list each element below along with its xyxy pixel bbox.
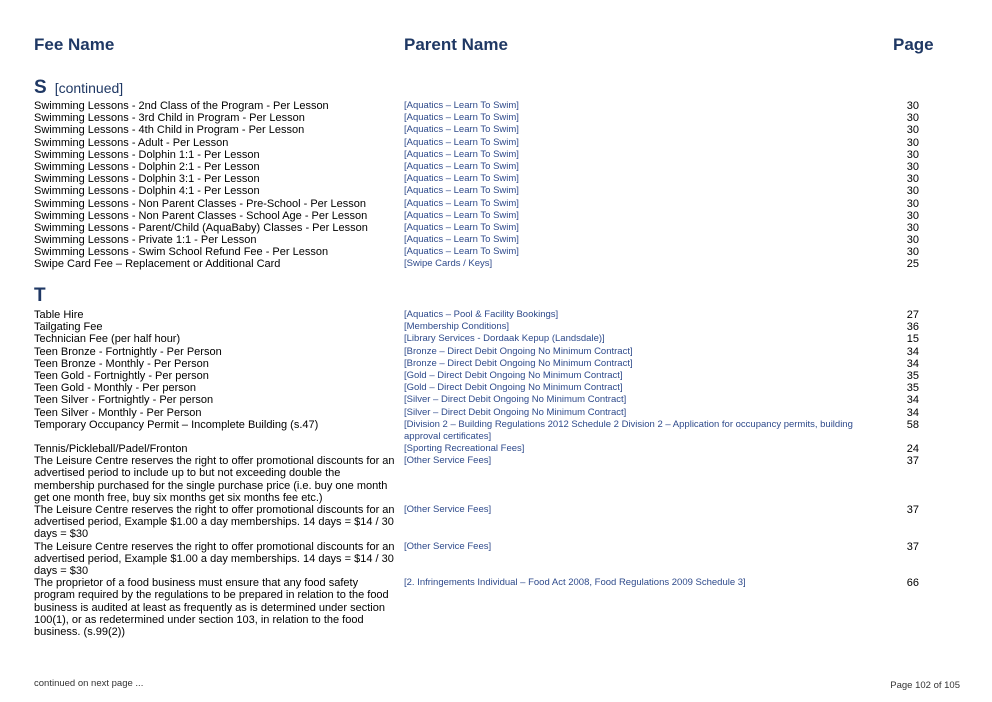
fee-cell: Swimming Lessons - Dolphin 3:1 - Per Lesson [34, 173, 260, 186]
parent-cell: [Silver – Direct Debit Ongoing No Minimum Contract] [404, 406, 627, 418]
fee-cell: The Leisure Centre reserves the right to offer promotional discounts for an advertised period to include up to but not exceeding double the membership purchased for the single purchase price (i.e. buy one month get one month free, buy six months get six months fee etc.) [34, 455, 395, 504]
page-cell: 30 [906, 209, 919, 222]
page-cell: 25 [906, 258, 919, 271]
fee-cell: Swimming Lessons - Private 1:1 - Per Lesson [34, 234, 257, 247]
fee-cell: Teen Bronze - Fortnightly - Per Person [34, 345, 222, 358]
fee-cell: Swimming Lessons - Dolphin 4:1 - Per Lesson [34, 185, 260, 198]
parent-cell: [Other Service Fees] [404, 504, 492, 516]
table-row [0, 333, 992, 345]
fee-cell: Teen Silver - Monthly - Per Person [34, 406, 202, 419]
parent-cell: [Other Service Fees] [404, 540, 492, 552]
section-s-rows [0, 100, 992, 271]
table-row [0, 382, 992, 394]
parent-cell: [Membership Conditions] [404, 321, 510, 333]
page-cell: 35 [906, 382, 919, 395]
page-cell: 30 [906, 246, 919, 259]
page-cell: 37 [906, 540, 919, 553]
section-t-rows [0, 309, 992, 639]
fee-cell: Swimming Lessons - Non Parent Classes - Pre-School - Per Lesson [34, 197, 366, 210]
parent-cell: [2. Infringements Individual – Food Act 2008, Food Regulations 2009 Schedule 3] [404, 577, 746, 589]
table-row [0, 137, 992, 149]
page-cell: 34 [906, 406, 919, 419]
section-letter: S [34, 77, 47, 98]
page-cell: 24 [906, 443, 919, 456]
parent-cell: [Aquatics – Learn To Swim] [404, 148, 519, 160]
parent-cell: [Gold – Direct Debit Ongoing No Minimum Contract] [404, 382, 623, 394]
page-cell: 30 [906, 100, 919, 112]
fee-cell: Technician Fee (per half hour) [34, 333, 181, 346]
parent-cell: [Silver – Direct Debit Ongoing No Minimum Contract] [404, 394, 627, 406]
table-row [0, 173, 992, 185]
page-cell: 27 [906, 309, 919, 321]
fee-cell: Swimming Lessons - 3rd Child in Program - Per Lesson [34, 112, 305, 125]
table-row [0, 346, 992, 358]
table-row [0, 419, 992, 443]
section-heading-t: T [34, 285, 46, 306]
parent-cell: [Aquatics – Learn To Swim] [404, 246, 519, 258]
table-row [0, 309, 992, 321]
parent-cell: [Bronze – Direct Debit Ongoing No Minimum Contract] [404, 345, 633, 357]
page-cell: 30 [906, 148, 919, 161]
table-row [0, 124, 992, 136]
table-row [0, 443, 992, 455]
fee-cell: Swipe Card Fee – Replacement or Additional Card [34, 258, 281, 271]
fee-cell: Teen Gold - Monthly - Per person [34, 382, 197, 395]
fee-cell: Swimming Lessons - Swim School Refund Fee - Per Lesson [34, 246, 329, 259]
parent-cell: [Division 2 – Building Regulations 2012 Schedule 2 Division 2 – Application for occupancy permits, building approval certificates] [404, 418, 853, 442]
section-continued: [continued] [54, 80, 124, 96]
table-row [0, 112, 992, 124]
table-row [0, 210, 992, 222]
table-row [0, 358, 992, 370]
page-cell: 35 [906, 369, 919, 382]
footer-page-number: Page 102 of 105 [890, 680, 960, 691]
page-cell: 34 [906, 345, 919, 358]
fee-cell: Swimming Lessons - Parent/Child (AquaBaby) Classes - Per Lesson [34, 221, 368, 234]
page-cell: 58 [906, 418, 919, 431]
fee-cell: The proprietor of a food business must ensure that any food safety program required by the regulations to be prepared in relation to the food business is audited at least as frequently as is determined under section 100(1), or as redetermined under section 103, in relation to the food business. (s.99(2)) [34, 577, 389, 639]
parent-cell: [Aquatics – Learn To Swim] [404, 197, 519, 209]
fee-cell: Temporary Occupancy Permit – Incomplete Building (s.47) [34, 418, 319, 431]
fee-cell: Swimming Lessons - Adult - Per Lesson [34, 136, 229, 149]
parent-cell: [Other Service Fees] [404, 455, 492, 467]
table-row [0, 504, 992, 541]
table-row [0, 100, 992, 112]
parent-cell: [Bronze – Direct Debit Ongoing No Minimum Contract] [404, 357, 633, 369]
table-row [0, 577, 992, 639]
page-cell: 30 [906, 221, 919, 234]
page-cell: 34 [906, 357, 919, 370]
page-cell: 34 [906, 394, 919, 407]
footer-continued: continued on next page ... [34, 678, 144, 689]
table-row [0, 198, 992, 210]
table-row [0, 407, 992, 419]
fee-cell: Swimming Lessons - Dolphin 2:1 - Per Lesson [34, 160, 260, 173]
table-row [0, 246, 992, 258]
page-cell: 30 [906, 136, 919, 149]
page-cell: 15 [906, 333, 919, 346]
table-row [0, 321, 992, 333]
fee-cell: Swimming Lessons - Non Parent Classes - School Age - Per Lesson [34, 209, 368, 222]
fee-cell: Teen Silver - Fortnightly - Per person [34, 394, 214, 407]
fee-cell: Tailgating Fee [34, 321, 103, 334]
parent-cell: [Aquatics – Learn To Swim] [404, 209, 519, 221]
parent-cell: [Aquatics – Learn To Swim] [404, 112, 519, 124]
header-parent-name: Parent Name [404, 35, 508, 54]
fee-cell: Swimming Lessons - 2nd Class of the Program - Per Lesson [34, 100, 329, 112]
page-cell: 30 [906, 185, 919, 198]
fee-cell: Table Hire [34, 309, 84, 321]
parent-cell: [Aquatics – Learn To Swim] [404, 160, 519, 172]
table-row [0, 258, 992, 270]
table-row [0, 455, 992, 504]
parent-cell: [Aquatics – Learn To Swim] [404, 136, 519, 148]
page-cell: 66 [906, 577, 919, 590]
parent-cell: [Swipe Cards / Keys] [404, 258, 493, 270]
table-row [0, 370, 992, 382]
parent-cell: [Aquatics – Learn To Swim] [404, 185, 519, 197]
page-cell: 30 [906, 197, 919, 210]
parent-cell: [Aquatics – Learn To Swim] [404, 100, 519, 111]
fee-cell: Swimming Lessons - 4th Child in Program - Per Lesson [34, 124, 305, 137]
fee-cell: The Leisure Centre reserves the right to offer promotional discounts for an advertised period, Example $1.00 a day memberships. 14 days = $14 / 30 days = $30 [34, 540, 395, 578]
table-row [0, 185, 992, 197]
table-row [0, 394, 992, 406]
page-cell: 30 [906, 234, 919, 247]
table-row [0, 234, 992, 246]
parent-cell: [Aquatics – Learn To Swim] [404, 221, 519, 233]
table-row [0, 149, 992, 161]
fee-cell: Tennis/Pickleball/Padel/Fronton [34, 443, 188, 456]
parent-cell: [Aquatics – Learn To Swim] [404, 234, 519, 246]
parent-cell: [Library Services - Dordaak Kepup (Landsdale)] [404, 333, 605, 345]
page-cell: 37 [906, 504, 919, 517]
page-cell: 30 [906, 160, 919, 173]
page-cell: 36 [906, 321, 919, 334]
page-cell: 30 [906, 173, 919, 186]
fee-cell: Teen Bronze - Monthly - Per Person [34, 357, 209, 370]
header-page: Page [893, 35, 934, 54]
parent-cell: [Aquatics – Pool & Facility Bookings] [404, 309, 559, 320]
parent-cell: [Aquatics – Learn To Swim] [404, 173, 519, 185]
fee-cell: The Leisure Centre reserves the right to offer promotional discounts for an advertised period, Example $1.00 a day memberships. 14 days = $14 / 30 days = $30 [34, 504, 395, 541]
parent-cell: [Gold – Direct Debit Ongoing No Minimum Contract] [404, 369, 623, 381]
table-row [0, 161, 992, 173]
table-row [0, 541, 992, 578]
page-cell: 30 [906, 112, 919, 125]
page-cell: 37 [906, 455, 919, 468]
fee-cell: Swimming Lessons - Dolphin 1:1 - Per Lesson [34, 148, 260, 161]
page-cell: 30 [906, 124, 919, 137]
table-row [0, 222, 992, 234]
parent-cell: [Sporting Recreational Fees] [404, 443, 525, 455]
parent-cell: [Aquatics – Learn To Swim] [404, 124, 519, 136]
header-fee-name: Fee Name [34, 35, 115, 54]
section-heading-s [34, 77, 123, 99]
fee-cell: Teen Gold - Fortnightly - Per person [34, 369, 209, 382]
